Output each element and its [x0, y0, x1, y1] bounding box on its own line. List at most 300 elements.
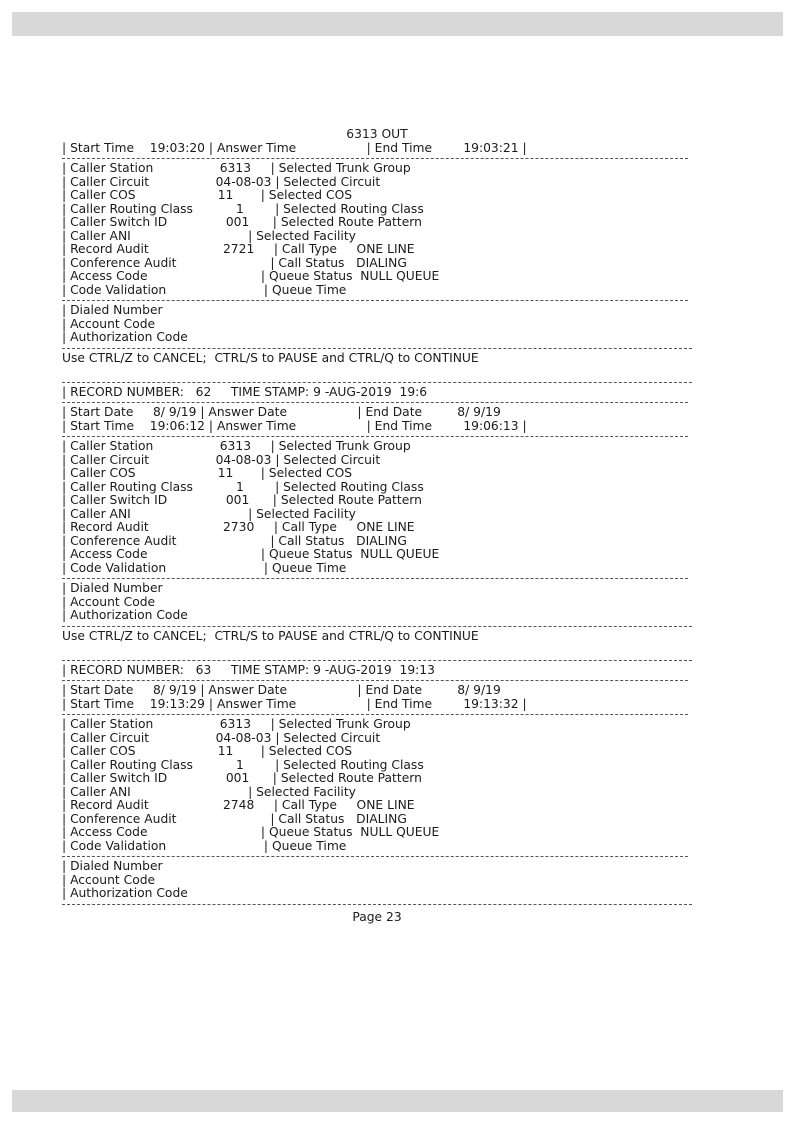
caller-switch-id-value: 001 [225, 493, 273, 507]
queue-status-label: Queue Status [268, 825, 361, 839]
call-type-value: ONE LINE [356, 798, 415, 812]
separator [213, 229, 248, 243]
caller-cos-label: Caller COS [70, 188, 218, 202]
record-number-value: 63 [191, 662, 212, 677]
separator: | [248, 784, 257, 799]
record-detail-line [62, 826, 692, 840]
dialed-number-label: Dialed Number [70, 859, 163, 873]
record-detail-line [62, 786, 692, 800]
start-date-label: Start Date [70, 405, 146, 419]
separator: | [62, 466, 71, 480]
dialed-number-line [62, 582, 692, 596]
separator: | [270, 255, 279, 270]
separator: | [62, 506, 71, 521]
caller-ani-label: Caller ANI [70, 228, 213, 243]
separator: | [62, 533, 71, 548]
dialed-number-line [62, 860, 692, 874]
record-detail-line [62, 176, 692, 190]
call-status-value: DIALING [356, 811, 407, 826]
separator: | [62, 757, 71, 772]
dashed-rule [62, 578, 688, 579]
separator: | [62, 717, 71, 731]
separator: | [62, 452, 71, 467]
separator: | [275, 479, 284, 494]
separator: | [62, 798, 71, 812]
selected-routing-class-label: Selected Routing Class [283, 201, 424, 216]
account-code-label: Account Code [70, 594, 156, 609]
separator: | [62, 696, 71, 711]
separator [211, 663, 231, 677]
caller-switch-id-value: 001 [225, 771, 273, 785]
separator: | [518, 696, 527, 711]
end-time-label: End Time [374, 140, 460, 155]
end-time-label: End Time [374, 696, 460, 711]
selected-route-pattern-label: Selected Route Pattern [280, 493, 422, 507]
answer-date-label: Answer Date [208, 683, 358, 697]
selected-facility-label: Selected Facility [256, 228, 356, 243]
separator: | [275, 757, 284, 772]
dashed-rule [62, 904, 692, 905]
call-type-value: ONE LINE [356, 242, 415, 256]
record-detail-line [62, 270, 692, 284]
end-time-value: 19:03:21 [459, 140, 519, 155]
access-code-label: Access Code [70, 825, 226, 839]
separator [226, 825, 261, 839]
record-detail-line [62, 521, 692, 535]
end-date-value: 8/ 9/19 [449, 683, 501, 697]
caller-circuit-label: Caller Circuit [70, 174, 216, 189]
caller-station-value: 6313 [219, 161, 271, 175]
separator [235, 534, 270, 548]
selected-facility-label: Selected Facility [256, 784, 356, 799]
record-detail-line [62, 732, 692, 746]
dashed-rule [62, 436, 688, 437]
selected-trunk-group-label: Selected Trunk Group [278, 717, 411, 731]
separator: | [248, 228, 257, 243]
separator: | [260, 825, 269, 839]
record-title-text: 6313 OUT [346, 127, 408, 141]
code-validation-label: Code Validation [70, 838, 229, 853]
separator: | [62, 255, 71, 270]
date-line [62, 406, 692, 420]
separator: | [62, 269, 71, 283]
selected-trunk-group-label: Selected Trunk Group [278, 439, 411, 453]
caller-circuit-label: Caller Circuit [70, 452, 216, 467]
record-number-label: RECORD NUMBER: [70, 384, 192, 399]
caller-station-label: Caller Station [70, 161, 220, 175]
dashed-rule [62, 348, 692, 349]
selected-circuit-label: Selected Circuit [283, 730, 381, 745]
scan-bottom-band [12, 1090, 783, 1112]
separator [235, 256, 270, 270]
separator: | [357, 683, 366, 697]
dialed-number-line [62, 304, 692, 318]
queue-time-label: Queue Time [271, 838, 347, 853]
separator: | [263, 560, 272, 575]
separator: | [275, 452, 284, 467]
call-type-label: Call Type [281, 520, 357, 534]
record-detail-line [62, 548, 692, 562]
separator: | [196, 683, 209, 697]
caller-cos-label: Caller COS [70, 744, 218, 758]
conference-audit-label: Conference Audit [70, 255, 236, 270]
separator: | [62, 683, 71, 697]
account-code-label: Account Code [70, 872, 156, 887]
separator: | [204, 418, 217, 433]
authorization-code-label: Authorization Code [70, 886, 188, 900]
separator: | [62, 330, 71, 344]
separator: | [62, 174, 71, 189]
record-number-label: RECORD NUMBER: [70, 662, 192, 677]
dashed-rule [62, 158, 688, 159]
separator: | [62, 201, 71, 216]
separator: | [62, 560, 71, 575]
selected-routing-class-label: Selected Routing Class [283, 479, 424, 494]
separator: | [62, 771, 71, 785]
queue-status-label: Queue Status [268, 269, 361, 283]
start-date-label: Start Date [70, 683, 146, 697]
record-audit-value: 2721 [222, 242, 274, 256]
end-date-value: 8/ 9/19 [449, 405, 501, 419]
record-detail-line [62, 494, 692, 508]
dashed-rule [62, 680, 688, 681]
dashed-rule [62, 856, 688, 857]
separator [229, 839, 264, 853]
call-status-label: Call Status [278, 811, 357, 826]
record-audit-value: 2748 [222, 798, 274, 812]
separator [211, 385, 231, 399]
record-title [62, 128, 692, 142]
separator: | [62, 520, 71, 534]
separator: | [62, 418, 71, 433]
separator: | [62, 859, 71, 873]
caller-routing-class-value: 1 [235, 201, 276, 216]
caller-cos-value: 11 [217, 466, 261, 480]
record-detail-line [62, 216, 692, 230]
caller-station-label: Caller Station [70, 717, 220, 731]
separator: | [366, 140, 375, 155]
caller-circuit-value: 04-08-03 [215, 452, 276, 467]
separator: | [518, 418, 527, 433]
blank-line [62, 643, 692, 657]
caller-switch-id-label: Caller Switch ID [70, 771, 226, 785]
record-detail-line [62, 162, 692, 176]
selected-route-pattern-label: Selected Route Pattern [280, 215, 422, 229]
dashed-rule [62, 626, 692, 627]
authorization-code-label: Authorization Code [70, 608, 188, 622]
separator: | [357, 405, 366, 419]
account-code-line [62, 874, 692, 888]
time-stamp-label: TIME STAMP: [230, 662, 314, 677]
separator [226, 547, 261, 561]
caller-cos-value: 11 [217, 188, 261, 202]
separator [229, 283, 264, 297]
start-time-label: Start Time [70, 418, 146, 433]
queue-status-value: NULL QUEUE [360, 269, 440, 283]
call-status-label: Call Status [278, 255, 357, 270]
authorization-code-label: Authorization Code [70, 330, 188, 344]
selected-cos-label: Selected COS [268, 466, 353, 480]
record-detail-line [62, 718, 692, 732]
end-time-value: 19:06:13 [459, 418, 519, 433]
record-detail-line [62, 508, 692, 522]
end-time-label: End Time [374, 418, 460, 433]
separator: | [62, 161, 71, 175]
record-detail-line [62, 243, 692, 257]
queue-status-value: NULL QUEUE [360, 825, 440, 839]
time-stamp-value: 9 -AUG-2019 19:6 [313, 384, 428, 399]
page-number [62, 911, 692, 925]
separator: | [260, 466, 269, 480]
separator: | [62, 744, 71, 758]
selected-cos-label: Selected COS [268, 188, 353, 202]
separator: | [248, 506, 257, 521]
code-validation-label: Code Validation [70, 560, 229, 575]
control-hint-line [62, 630, 692, 644]
caller-circuit-value: 04-08-03 [215, 174, 276, 189]
separator: | [270, 161, 279, 175]
start-time-value: 19:13:29 [145, 696, 205, 711]
selected-routing-class-label: Selected Routing Class [283, 757, 424, 772]
record-detail-line [62, 745, 692, 759]
separator: | [62, 188, 71, 202]
caller-station-label: Caller Station [70, 439, 220, 453]
separator: | [62, 730, 71, 745]
end-date-label: End Date [365, 405, 450, 419]
dialed-number-label: Dialed Number [70, 303, 163, 317]
caller-routing-class-value: 1 [235, 757, 276, 772]
separator: | [260, 269, 269, 283]
caller-routing-class-label: Caller Routing Class [70, 757, 236, 772]
selected-cos-label: Selected COS [268, 744, 353, 758]
start-date-value: 8/ 9/19 [145, 683, 197, 697]
separator: | [62, 140, 71, 155]
dialed-number-label: Dialed Number [70, 581, 163, 595]
separator: | [270, 717, 279, 731]
selected-circuit-label: Selected Circuit [283, 174, 381, 189]
separator: | [62, 405, 71, 419]
time-line [62, 698, 692, 712]
record-detail-line [62, 813, 692, 827]
record-detail-line [62, 203, 692, 217]
separator: | [272, 215, 281, 229]
separator: | [62, 479, 71, 494]
record-detail-line [62, 189, 692, 203]
separator: | [62, 439, 71, 453]
conference-audit-label: Conference Audit [70, 811, 236, 826]
separator: | [62, 215, 71, 229]
record-detail-line [62, 454, 692, 468]
separator: | [62, 493, 71, 507]
call-status-value: DIALING [356, 533, 407, 548]
record-detail-line [62, 257, 692, 271]
call-status-value: DIALING [356, 255, 407, 270]
start-time-label: Start Time [70, 140, 146, 155]
separator: | [62, 384, 71, 399]
access-code-label: Access Code [70, 269, 226, 283]
control-hint-line [62, 352, 692, 366]
caller-ani-label: Caller ANI [70, 506, 213, 521]
queue-time-label: Queue Time [271, 282, 347, 297]
control-hint: Use CTRL/Z to CANCEL; CTRL/S to PAUSE and CTRL/Q to CONTINUE [62, 350, 479, 365]
queue-status-value: NULL QUEUE [360, 547, 440, 561]
start-date-value: 8/ 9/19 [145, 405, 197, 419]
separator: | [62, 784, 71, 799]
record-detail-line [62, 230, 692, 244]
caller-ani-label: Caller ANI [70, 784, 213, 799]
answer-time-label: Answer Time [216, 696, 367, 711]
authorization-code-line [62, 609, 692, 623]
record-number-value: 62 [191, 384, 212, 399]
separator: | [62, 242, 71, 256]
record-detail-line [62, 759, 692, 773]
separator: | [518, 140, 527, 155]
queue-time-label: Queue Time [271, 560, 347, 575]
separator: | [204, 140, 217, 155]
selected-trunk-group-label: Selected Trunk Group [278, 161, 411, 175]
separator: | [260, 547, 269, 561]
separator: | [272, 493, 281, 507]
blank-line [62, 365, 692, 379]
separator: | [62, 838, 71, 853]
separator: | [366, 696, 375, 711]
record-header-line [62, 386, 692, 400]
dashed-rule [62, 660, 692, 661]
dashed-rule [62, 382, 692, 383]
record-audit-label: Record Audit [70, 242, 223, 256]
call-type-label: Call Type [281, 798, 357, 812]
conference-audit-label: Conference Audit [70, 533, 236, 548]
caller-station-value: 6313 [219, 439, 271, 453]
separator: | [270, 533, 279, 548]
time-line [62, 142, 692, 156]
separator: | [270, 439, 279, 453]
account-code-line [62, 318, 692, 332]
start-time-value: 19:06:12 [145, 418, 205, 433]
answer-time-label: Answer Time [216, 140, 367, 155]
separator [213, 507, 248, 521]
separator: | [263, 282, 272, 297]
account-code-line [62, 596, 692, 610]
scan-top-band [12, 12, 783, 36]
start-time-value: 19:03:20 [145, 140, 205, 155]
record-detail-line [62, 772, 692, 786]
record-audit-value: 2730 [222, 520, 274, 534]
selected-route-pattern-label: Selected Route Pattern [280, 771, 422, 785]
record-detail-line [62, 840, 692, 854]
end-date-label: End Date [365, 683, 450, 697]
call-record-printout [62, 128, 692, 924]
separator: | [62, 886, 71, 900]
separator: | [62, 811, 71, 826]
time-stamp-value: 9 -AUG-2019 19:13 [313, 662, 435, 677]
separator: | [62, 228, 71, 243]
caller-circuit-label: Caller Circuit [70, 730, 216, 745]
start-time-label: Start Time [70, 696, 146, 711]
separator: | [62, 608, 71, 622]
caller-circuit-value: 04-08-03 [215, 730, 276, 745]
separator: | [260, 744, 269, 758]
access-code-label: Access Code [70, 547, 226, 561]
record-audit-label: Record Audit [70, 520, 223, 534]
record-header-line [62, 664, 692, 678]
separator: | [273, 242, 282, 256]
dashed-rule [62, 714, 688, 715]
account-code-label: Account Code [70, 316, 156, 331]
separator: | [196, 405, 209, 419]
separator: | [275, 201, 284, 216]
end-time-value: 19:13:32 [459, 696, 519, 711]
time-stamp-label: TIME STAMP: [230, 384, 314, 399]
record-detail-line [62, 481, 692, 495]
authorization-code-line [62, 887, 692, 901]
selected-circuit-label: Selected Circuit [283, 452, 381, 467]
separator: | [270, 811, 279, 826]
caller-routing-class-label: Caller Routing Class [70, 479, 236, 494]
caller-switch-id-label: Caller Switch ID [70, 493, 226, 507]
call-type-label: Call Type [281, 242, 357, 256]
separator: | [62, 547, 71, 561]
page-number-text: Page 23 [352, 909, 402, 924]
dashed-rule [62, 300, 688, 301]
separator: | [62, 662, 71, 677]
selected-facility-label: Selected Facility [256, 506, 356, 521]
caller-station-value: 6313 [219, 717, 271, 731]
caller-cos-label: Caller COS [70, 466, 218, 480]
call-type-value: ONE LINE [356, 520, 415, 534]
caller-routing-class-value: 1 [235, 479, 276, 494]
record-detail-line [62, 535, 692, 549]
record-detail-line [62, 467, 692, 481]
separator: | [275, 730, 284, 745]
separator: | [62, 825, 71, 839]
answer-date-label: Answer Date [208, 405, 358, 419]
answer-time-label: Answer Time [216, 418, 367, 433]
separator: | [272, 771, 281, 785]
separator: | [260, 188, 269, 202]
queue-status-label: Queue Status [268, 547, 361, 561]
separator [235, 812, 270, 826]
code-validation-label: Code Validation [70, 282, 229, 297]
separator: | [263, 838, 272, 853]
separator: | [275, 174, 284, 189]
separator [229, 561, 264, 575]
separator: | [62, 581, 71, 595]
date-line [62, 684, 692, 698]
caller-routing-class-label: Caller Routing Class [70, 201, 236, 216]
separator: | [62, 282, 71, 297]
record-detail-line [62, 284, 692, 298]
separator: | [273, 520, 282, 534]
time-line [62, 420, 692, 434]
record-detail-line [62, 562, 692, 576]
separator: | [366, 418, 375, 433]
separator [226, 269, 261, 283]
separator: | [62, 872, 71, 887]
dashed-rule [62, 402, 688, 403]
separator: | [62, 594, 71, 609]
control-hint: Use CTRL/Z to CANCEL; CTRL/S to PAUSE and CTRL/Q to CONTINUE [62, 628, 479, 643]
caller-switch-id-label: Caller Switch ID [70, 215, 226, 229]
separator [213, 785, 248, 799]
separator: | [204, 696, 217, 711]
caller-switch-id-value: 001 [225, 215, 273, 229]
separator: | [62, 303, 71, 317]
record-detail-line [62, 799, 692, 813]
caller-cos-value: 11 [217, 744, 261, 758]
call-status-label: Call Status [278, 533, 357, 548]
record-audit-label: Record Audit [70, 798, 223, 812]
